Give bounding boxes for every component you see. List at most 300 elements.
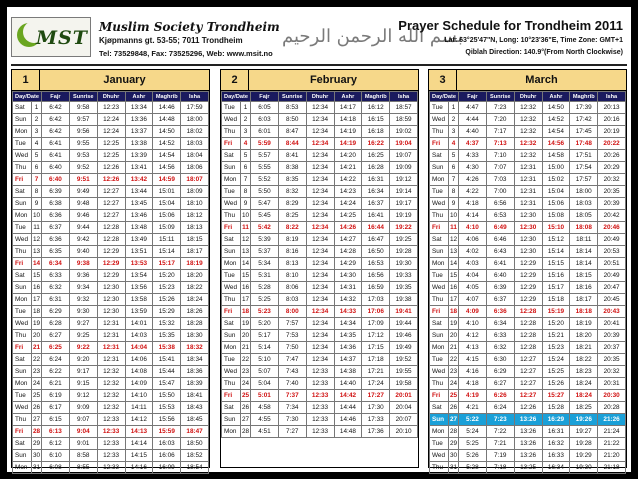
time-cell: 16:44: [362, 222, 390, 234]
time-cell: 18:04: [181, 150, 209, 162]
time-cell: 8:29: [278, 198, 306, 210]
time-cell: 12:27: [514, 390, 542, 402]
time-cell: 15:29: [153, 306, 181, 318]
time-cell: 17:54: [570, 162, 598, 174]
time-cell: 8:38: [278, 162, 306, 174]
time-cell: 19:55: [390, 366, 418, 378]
time-cell: 13:58: [125, 294, 153, 306]
time-cell: 16:12: [362, 102, 390, 114]
time-cell: 5:07: [251, 366, 279, 378]
time-cell: 18:30: [181, 330, 209, 342]
time-cell: 15:08: [542, 210, 570, 222]
table-row: [222, 210, 418, 222]
table-row: [13, 174, 209, 186]
time-cell: 8:55: [69, 462, 97, 474]
time-cell: 19:33: [390, 270, 418, 282]
time-cell: 7:47: [278, 354, 306, 366]
table-row: [13, 234, 209, 246]
time-cell: 13:26: [514, 426, 542, 438]
time-cell: 18:32: [181, 342, 209, 354]
day-cell: Fri: [430, 222, 449, 234]
day-cell: Sun: [222, 246, 241, 258]
date-cell: 18: [32, 306, 42, 318]
time-cell: 19:12: [390, 174, 418, 186]
time-cell: 14:06: [125, 354, 153, 366]
table-row: [430, 354, 626, 366]
time-cell: 14:22: [334, 174, 362, 186]
time-cell: 17:15: [362, 342, 390, 354]
time-cell: 13:59: [125, 306, 153, 318]
date-cell: 23: [241, 366, 251, 378]
date-cell: 15: [449, 270, 459, 282]
time-cell: 12:31: [514, 174, 542, 186]
time-cell: 13:42: [125, 174, 153, 186]
time-cell: 6:32: [486, 342, 514, 354]
date-cell: 19: [241, 318, 251, 330]
date-cell: 31: [449, 462, 459, 474]
time-cell: 19:22: [390, 222, 418, 234]
time-cell: 6:39: [486, 282, 514, 294]
time-cell: 6:19: [42, 390, 70, 402]
time-cell: 19:09: [390, 162, 418, 174]
date-cell: 5: [241, 150, 251, 162]
date-cell: 11: [449, 222, 459, 234]
time-cell: 8:44: [278, 138, 306, 150]
time-cell: 14:50: [542, 102, 570, 114]
time-cell: 4:16: [459, 366, 487, 378]
table-row: [13, 318, 209, 330]
time-cell: 14:18: [334, 114, 362, 126]
date-cell: 9: [449, 198, 459, 210]
time-cell: 17:42: [570, 114, 598, 126]
day-cell: Sat: [222, 402, 241, 414]
time-cell: 18:52: [181, 450, 209, 462]
time-cell: 18:25: [570, 402, 598, 414]
time-cell: 16:15: [362, 114, 390, 126]
time-cell: 7:57: [278, 318, 306, 330]
day-cell: Sun: [13, 282, 32, 294]
day-cell: Mon: [222, 426, 241, 438]
time-cell: 9:09: [69, 402, 97, 414]
time-cell: 9:42: [69, 234, 97, 246]
time-cell: 20:22: [598, 138, 626, 150]
date-cell: 8: [32, 186, 42, 198]
time-cell: 18:47: [181, 426, 209, 438]
table-row: [430, 282, 626, 294]
table-row: [13, 438, 209, 450]
time-cell: 16:59: [362, 282, 390, 294]
day-cell: Sat: [430, 234, 449, 246]
time-cell: 5:28: [459, 462, 487, 474]
date-cell: 9: [241, 198, 251, 210]
time-cell: 16:53: [362, 258, 390, 270]
time-cell: 12:34: [306, 318, 334, 330]
time-cell: 14:28: [334, 246, 362, 258]
time-cell: 17:45: [570, 126, 598, 138]
time-cell: 5:57: [251, 150, 279, 162]
table-row: [222, 294, 418, 306]
time-cell: 9:57: [69, 114, 97, 126]
time-cell: 12:32: [514, 126, 542, 138]
time-cell: 12:34: [306, 342, 334, 354]
time-cell: 20:45: [598, 294, 626, 306]
time-cell: 7:10: [486, 150, 514, 162]
time-cell: 5:47: [251, 198, 279, 210]
date-cell: 6: [449, 162, 459, 174]
date-cell: 25: [32, 390, 42, 402]
time-cell: 15:06: [153, 210, 181, 222]
time-cell: 16:29: [542, 414, 570, 426]
table-row: [430, 270, 626, 282]
time-cell: 13:36: [125, 114, 153, 126]
time-cell: 15:15: [542, 258, 570, 270]
time-cell: 18:24: [570, 378, 598, 390]
date-cell: 2: [241, 114, 251, 126]
date-cell: 22: [449, 354, 459, 366]
time-cell: 7:23: [486, 102, 514, 114]
time-cell: 18:41: [181, 390, 209, 402]
time-cell: 18:16: [570, 282, 598, 294]
day-cell: Tue: [430, 270, 449, 282]
day-cell: Fri: [13, 342, 32, 354]
time-cell: 12:25: [97, 150, 125, 162]
time-cell: 6:30: [486, 354, 514, 366]
time-cell: 12:34: [306, 294, 334, 306]
time-cell: 20:47: [598, 282, 626, 294]
time-cell: 18:59: [390, 114, 418, 126]
time-cell: 15:04: [542, 186, 570, 198]
table-row: [13, 330, 209, 342]
date-cell: 26: [241, 402, 251, 414]
time-cell: 19:19: [390, 210, 418, 222]
time-cell: 14:20: [334, 150, 362, 162]
column-header: Sunrise: [486, 92, 514, 102]
time-cell: 16:22: [362, 138, 390, 150]
time-cell: 14:52: [542, 114, 570, 126]
time-cell: 5:23: [251, 306, 279, 318]
day-cell: Thu: [13, 162, 32, 174]
time-cell: 20:31: [598, 378, 626, 390]
time-cell: 15:28: [542, 402, 570, 414]
time-cell: 9:51: [69, 174, 97, 186]
table-row: [222, 162, 418, 174]
table-row: [13, 390, 209, 402]
time-cell: 13:25: [514, 462, 542, 474]
date-cell: 3: [32, 126, 42, 138]
date-cell: 7: [449, 174, 459, 186]
table-row: [430, 402, 626, 414]
time-cell: 7:17: [486, 126, 514, 138]
time-cell: 6:29: [42, 306, 70, 318]
time-cell: 12:33: [97, 414, 125, 426]
time-cell: 12:30: [514, 234, 542, 246]
time-cell: 15:26: [542, 378, 570, 390]
time-cell: 12:34: [306, 138, 334, 150]
time-cell: 6:24: [42, 354, 70, 366]
time-cell: 19:26: [570, 414, 598, 426]
time-cell: 6:26: [486, 390, 514, 402]
date-cell: 1: [449, 102, 459, 114]
time-cell: 12:28: [514, 342, 542, 354]
time-cell: 20:26: [598, 150, 626, 162]
organization-contact: Tel: 73529848, Fax: 73525296, Web: www.msit.no: [99, 49, 273, 58]
time-cell: 18:10: [181, 198, 209, 210]
time-cell: 9:36: [69, 270, 97, 282]
time-cell: 8:35: [278, 174, 306, 186]
day-cell: Fri: [430, 306, 449, 318]
time-cell: 14:26: [334, 222, 362, 234]
date-cell: 26: [449, 402, 459, 414]
day-cell: Wed: [430, 366, 449, 378]
time-cell: 4:33: [459, 150, 487, 162]
time-cell: 17:48: [570, 138, 598, 150]
time-cell: 18:19: [570, 318, 598, 330]
table-row: [430, 366, 626, 378]
time-cell: 18:22: [181, 282, 209, 294]
time-cell: 6:10: [42, 450, 70, 462]
time-cell: 13:53: [125, 258, 153, 270]
time-cell: 18:03: [570, 198, 598, 210]
time-cell: 4:18: [459, 198, 487, 210]
time-cell: 6:29: [486, 366, 514, 378]
date-cell: 23: [449, 366, 459, 378]
time-cell: 4:30: [459, 162, 487, 174]
date-cell: 25: [449, 390, 459, 402]
day-cell: Thu: [222, 210, 241, 222]
date-cell: 27: [449, 414, 459, 426]
time-cell: 5:20: [251, 318, 279, 330]
table-row: [222, 342, 418, 354]
time-cell: 15:38: [153, 342, 181, 354]
time-cell: 19:28: [570, 438, 598, 450]
time-cell: 14:10: [125, 390, 153, 402]
time-cell: 4:04: [459, 270, 487, 282]
prayer-times-table: [221, 91, 418, 438]
date-cell: 2: [449, 114, 459, 126]
day-cell: Thu: [222, 378, 241, 390]
table-row: [222, 402, 418, 414]
day-cell: Sat: [222, 150, 241, 162]
time-cell: 17:18: [362, 354, 390, 366]
table-row: [430, 162, 626, 174]
time-cell: 7:53: [278, 330, 306, 342]
table-row: [430, 138, 626, 150]
time-cell: 4:58: [251, 402, 279, 414]
time-cell: 18:34: [181, 354, 209, 366]
time-cell: 14:36: [334, 342, 362, 354]
time-cell: 6:08: [42, 462, 70, 474]
time-cell: 20:13: [598, 102, 626, 114]
time-cell: 16:34: [542, 462, 570, 474]
time-cell: 12:34: [306, 270, 334, 282]
table-row: [13, 462, 209, 474]
time-cell: 19:49: [390, 342, 418, 354]
time-cell: 9:25: [69, 330, 97, 342]
day-cell: Fri: [222, 138, 241, 150]
date-cell: 24: [449, 378, 459, 390]
date-cell: 5: [449, 150, 459, 162]
time-cell: 7:34: [278, 402, 306, 414]
date-cell: 6: [241, 162, 251, 174]
time-cell: 15:00: [542, 162, 570, 174]
time-cell: 20:32: [598, 366, 626, 378]
time-cell: 15:11: [153, 234, 181, 246]
time-cell: 6:34: [486, 318, 514, 330]
time-cell: 14:54: [153, 150, 181, 162]
month-number: 2: [221, 70, 249, 90]
day-cell: Tue: [430, 186, 449, 198]
time-cell: 12:33: [97, 462, 125, 474]
time-cell: 16:50: [362, 246, 390, 258]
time-cell: 12:34: [306, 102, 334, 114]
time-cell: 12:31: [97, 354, 125, 366]
table-row: [13, 366, 209, 378]
time-cell: 9:44: [69, 222, 97, 234]
time-cell: 4:05: [459, 282, 487, 294]
time-cell: 20:39: [598, 330, 626, 342]
time-cell: 20:16: [598, 114, 626, 126]
day-cell: Wed: [222, 366, 241, 378]
day-cell: Tue: [430, 438, 449, 450]
time-cell: 5:01: [251, 390, 279, 402]
time-cell: 14:08: [125, 366, 153, 378]
day-cell: Fri: [13, 174, 32, 186]
time-cell: 4:37: [459, 138, 487, 150]
time-cell: 18:15: [570, 270, 598, 282]
time-cell: 14:24: [334, 198, 362, 210]
date-cell: 2: [32, 114, 42, 126]
time-cell: 6:25: [42, 342, 70, 354]
day-cell: Tue: [13, 306, 32, 318]
time-cell: 16:31: [362, 174, 390, 186]
time-cell: 14:21: [334, 162, 362, 174]
time-cell: 6:46: [486, 234, 514, 246]
msit-logo: [11, 17, 91, 57]
day-cell: Sun: [13, 366, 32, 378]
time-cell: 12:29: [97, 246, 125, 258]
time-cell: 12:24: [97, 114, 125, 126]
column-header: Day/Date: [222, 92, 251, 102]
date-cell: 10: [449, 210, 459, 222]
time-cell: 5:55: [251, 162, 279, 174]
time-cell: 12:34: [306, 210, 334, 222]
time-cell: 9:49: [69, 186, 97, 198]
time-cell: 5:04: [251, 378, 279, 390]
date-cell: 9: [32, 198, 42, 210]
time-cell: 5:28: [251, 282, 279, 294]
table-row: [222, 150, 418, 162]
time-cell: 14:56: [542, 138, 570, 150]
time-cell: 18:39: [181, 378, 209, 390]
time-cell: 14:27: [334, 234, 362, 246]
month-name: January: [40, 70, 209, 90]
table-row: [222, 126, 418, 138]
time-cell: 4:02: [459, 246, 487, 258]
column-header-row: [222, 92, 418, 102]
table-row: [13, 258, 209, 270]
prayer-times-table: [12, 91, 209, 474]
table-row: [222, 198, 418, 210]
time-cell: 6:40: [486, 270, 514, 282]
time-cell: 21:24: [598, 426, 626, 438]
time-cell: 20:49: [598, 270, 626, 282]
time-cell: 14:04: [125, 342, 153, 354]
date-cell: 13: [449, 246, 459, 258]
column-header: Maghrib: [570, 92, 598, 102]
time-cell: 14:48: [334, 426, 362, 438]
day-cell: Thu: [430, 378, 449, 390]
date-cell: 27: [32, 414, 42, 426]
time-cell: 15:41: [153, 354, 181, 366]
time-cell: 7:22: [486, 426, 514, 438]
time-cell: 9:34: [69, 282, 97, 294]
time-cell: 6:34: [42, 258, 70, 270]
time-cell: 14:09: [125, 378, 153, 390]
time-cell: 8:19: [278, 234, 306, 246]
time-cell: 4:40: [459, 126, 487, 138]
date-cell: 19: [32, 318, 42, 330]
time-cell: 18:18: [570, 306, 598, 318]
day-cell: Sat: [13, 186, 32, 198]
column-header: Day/Date: [13, 92, 42, 102]
time-cell: 12:29: [514, 282, 542, 294]
time-cell: 12:26: [97, 162, 125, 174]
table-row: [222, 174, 418, 186]
table-row: [13, 138, 209, 150]
month-name: February: [249, 70, 418, 90]
time-cell: 14:23: [334, 186, 362, 198]
column-header: Day/Date: [430, 92, 459, 102]
time-cell: 9:46: [69, 210, 97, 222]
time-cell: 16:32: [542, 438, 570, 450]
time-cell: 18:22: [570, 354, 598, 366]
table-row: [430, 294, 626, 306]
table-row: [13, 198, 209, 210]
time-cell: 13:49: [125, 234, 153, 246]
time-cell: 21:22: [598, 438, 626, 450]
time-cell: 7:21: [486, 438, 514, 450]
time-cell: 17:06: [362, 306, 390, 318]
time-cell: 15:20: [153, 270, 181, 282]
time-cell: 12:34: [306, 258, 334, 270]
time-cell: 18:15: [181, 234, 209, 246]
time-cell: 14:32: [334, 294, 362, 306]
date-cell: 5: [32, 150, 42, 162]
time-cell: 16:34: [362, 186, 390, 198]
month-panel-january: [11, 69, 210, 471]
time-cell: 5:45: [251, 210, 279, 222]
date-cell: 18: [449, 306, 459, 318]
time-cell: 8:06: [278, 282, 306, 294]
time-cell: 14:50: [153, 126, 181, 138]
day-cell: Wed: [222, 198, 241, 210]
day-cell: Sun: [430, 414, 449, 426]
day-cell: Wed: [430, 282, 449, 294]
time-cell: 12:32: [97, 390, 125, 402]
time-cell: 8:22: [278, 222, 306, 234]
time-cell: 14:19: [334, 138, 362, 150]
table-row: [222, 378, 418, 390]
time-cell: 8:50: [278, 114, 306, 126]
day-cell: Thu: [222, 126, 241, 138]
day-cell: Wed: [430, 114, 449, 126]
time-cell: 20:39: [598, 198, 626, 210]
table-row: [222, 390, 418, 402]
month-number: 1: [12, 70, 40, 90]
date-cell: 16: [32, 282, 42, 294]
day-cell: Sat: [13, 270, 32, 282]
time-cell: 14:42: [334, 390, 362, 402]
